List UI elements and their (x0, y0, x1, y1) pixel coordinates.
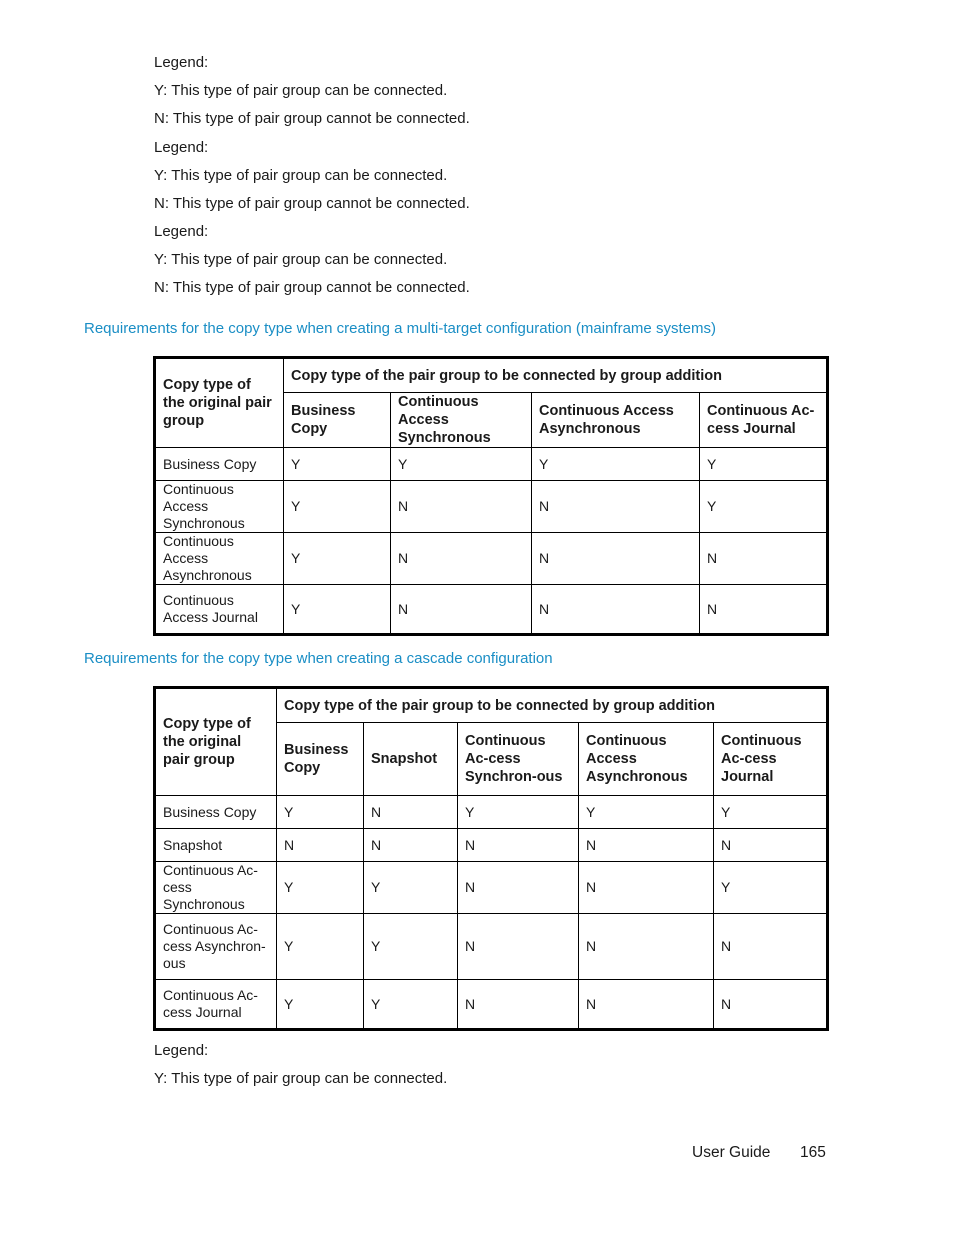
table-row (155, 980, 828, 1030)
row-label: Business Copy (155, 796, 277, 829)
table-cell: Y (700, 448, 828, 481)
table-cell: Y (364, 980, 458, 1030)
table-cell: N (458, 914, 579, 980)
table-cell: Y (532, 448, 700, 481)
legend-y-line: Y: This type of pair group can be connected. (154, 251, 448, 268)
table-cell: N (532, 585, 700, 635)
row-label: Continuous Ac-cess Synchronous (155, 862, 277, 914)
column-header: Continuous Ac-cess Journal (714, 723, 828, 796)
table-cell: N (277, 829, 364, 862)
table-row (155, 862, 828, 914)
legend-n-line: N: This type of pair group cannot be connected. (154, 279, 470, 296)
column-header: Snapshot (364, 723, 458, 796)
table-cell: N (579, 862, 714, 914)
row-label: Snapshot (155, 829, 277, 862)
multitarget-table (153, 356, 829, 636)
table-row (155, 448, 828, 481)
legend-title: Legend: (154, 1042, 209, 1059)
column-header: Continuous Access Asynchronous (532, 393, 700, 448)
table-row (155, 585, 828, 635)
table-cell: Y (284, 448, 391, 481)
table-cell: Y (391, 448, 532, 481)
table-cell: N (532, 533, 700, 585)
legend-y-line: Y: This type of pair group can be connected. (154, 1070, 448, 1087)
table-cell: Y (284, 585, 391, 635)
corner-header: Copy type of the original pair group (155, 688, 277, 796)
column-header: Continuous Access Synchronous (391, 393, 532, 448)
table-cell: N (364, 796, 458, 829)
table-cell: Y (458, 796, 579, 829)
footer-doc-title: User Guide (692, 1144, 771, 1161)
table-cell: N (714, 980, 828, 1030)
table-cell: Y (277, 862, 364, 914)
table-row (155, 481, 828, 533)
table-cell: Y (277, 796, 364, 829)
corner-header: Copy type of the original pair group (155, 358, 284, 448)
row-label: Continuous Ac-cess Asynchron-ous (155, 914, 277, 980)
column-header: Continuous Ac-cess Synchron-ous (458, 723, 579, 796)
cascade-table (153, 686, 829, 1031)
table-cell: N (700, 585, 828, 635)
table-row (155, 533, 828, 585)
table-cell: N (458, 829, 579, 862)
legend-title: Legend: (154, 139, 209, 156)
table-cell: N (458, 980, 579, 1030)
column-header: Continuous Ac-cess Journal (700, 393, 828, 448)
row-label: Business Copy (155, 448, 284, 481)
column-header: Continuous Access Asynchronous (579, 723, 714, 796)
table-cell: N (579, 980, 714, 1030)
table-cell: N (391, 533, 532, 585)
table-cell: N (391, 585, 532, 635)
span-header: Copy type of the pair group to be connected by group addition (284, 358, 828, 393)
page-number: 165 (800, 1144, 826, 1161)
table-row (155, 914, 828, 980)
table-cell: N (579, 914, 714, 980)
row-label: Continuous Access Synchronous (155, 481, 284, 533)
table-cell: Y (364, 914, 458, 980)
cascade-heading-link[interactable]: Requirements for the copy type when creating a cascade configuration (84, 650, 553, 667)
legend-n-line: N: This type of pair group cannot be connected. (154, 110, 470, 127)
table-cell: N (391, 481, 532, 533)
table-cell: N (714, 914, 828, 980)
table-cell: Y (714, 796, 828, 829)
column-header: Business Copy (284, 393, 391, 448)
table-cell: Y (579, 796, 714, 829)
table-cell: Y (364, 862, 458, 914)
table-cell: Y (284, 533, 391, 585)
span-header: Copy type of the pair group to be connected by group addition (277, 688, 828, 723)
table-cell: Y (277, 914, 364, 980)
table-cell: N (458, 862, 579, 914)
multitarget-heading-link[interactable]: Requirements for the copy type when creating a multi-target configuration (mainframe systems) (84, 320, 716, 337)
row-label: Continuous Access Asynchronous (155, 533, 284, 585)
row-label: Continuous Ac-cess Journal (155, 980, 277, 1030)
row-label: Continuous Access Journal (155, 585, 284, 635)
table-row (155, 829, 828, 862)
table-cell: Y (714, 862, 828, 914)
table-cell: Y (277, 980, 364, 1030)
legend-y-line: Y: This type of pair group can be connected. (154, 82, 448, 99)
column-header: Business Copy (277, 723, 364, 796)
legend-title: Legend: (154, 223, 209, 240)
table-cell: N (714, 829, 828, 862)
table-cell: N (579, 829, 714, 862)
table-cell: N (532, 481, 700, 533)
legend-n-line: N: This type of pair group cannot be connected. (154, 195, 470, 212)
table-cell: Y (700, 481, 828, 533)
table-cell: Y (284, 481, 391, 533)
table-cell: N (700, 533, 828, 585)
legend-y-line: Y: This type of pair group can be connected. (154, 167, 448, 184)
legend-title: Legend: (154, 54, 209, 71)
table-row (155, 796, 828, 829)
table-cell: N (364, 829, 458, 862)
